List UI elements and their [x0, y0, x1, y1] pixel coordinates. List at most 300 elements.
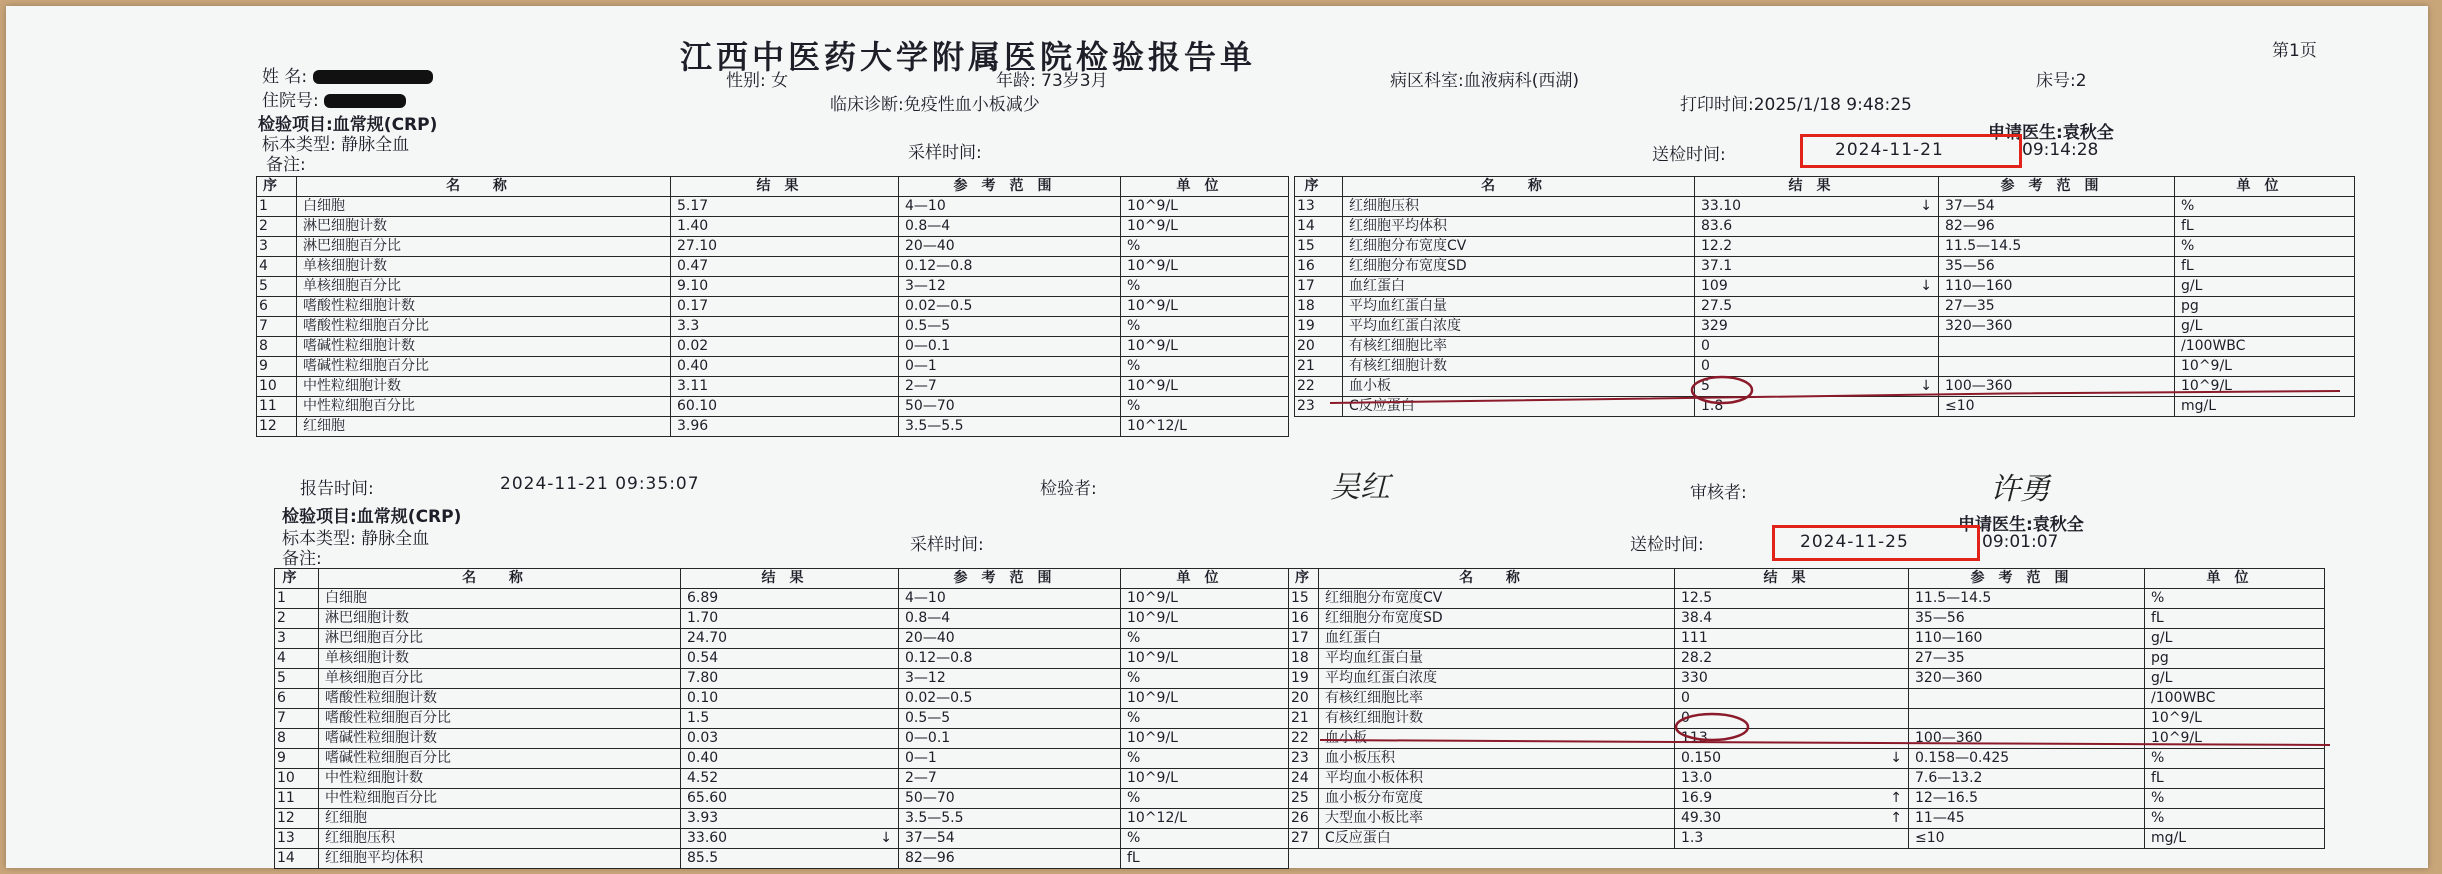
table-row [1289, 829, 2325, 849]
unit-cell [2175, 337, 2355, 357]
test-name-text: 平均血红蛋白浓度 [1325, 670, 1437, 686]
test-name-cell [297, 337, 671, 357]
report1-date-highlight-box [1800, 134, 2022, 168]
seq-text: 10 [259, 378, 277, 394]
unit-cell [1121, 397, 1289, 417]
unit-text: % [1127, 398, 1141, 414]
test-name-cell [319, 609, 681, 629]
test-name-text: 淋巴细胞计数 [303, 218, 387, 234]
col-result: 结果 [681, 569, 899, 589]
seq-text: 6 [259, 298, 268, 314]
result-cell [681, 769, 899, 789]
result-text: 111 [1681, 630, 1708, 646]
reference-range-text: 4—10 [905, 198, 946, 214]
reference-range-text: ≤10 [1945, 398, 1975, 414]
seq-text: 9 [277, 750, 286, 766]
test-name-cell [297, 197, 671, 217]
unit-text: % [1127, 358, 1141, 374]
col-name: 名 称 [319, 569, 681, 589]
unit-cell [1121, 217, 1289, 237]
col-ref: 参考范围 [899, 569, 1121, 589]
unit-text: % [1127, 318, 1141, 334]
result-cell [1695, 357, 1939, 377]
unit-text: % [1127, 750, 1141, 766]
reference-range-text: 110—160 [1915, 630, 1983, 646]
result-text: 3.96 [677, 418, 709, 434]
reference-range-text: ≤10 [1915, 830, 1945, 846]
test-name-cell [1319, 649, 1675, 669]
seq-cell [1295, 237, 1343, 257]
seq-text: 15 [1291, 590, 1309, 606]
result-cell [1675, 729, 1909, 749]
test-name-text: 血红蛋白 [1325, 630, 1381, 646]
unit-cell [2175, 297, 2355, 317]
unit-text: % [2151, 810, 2165, 826]
report1-test-item: 检验项目:血常规(CRP) [258, 115, 438, 135]
test-name-text: 有核红细胞计数 [1325, 710, 1423, 726]
seq-text: 14 [277, 850, 295, 866]
test-name-cell [319, 769, 681, 789]
report2-sent-date: 2024-11-25 [1800, 532, 1909, 552]
reference-range-text: 0.02—0.5 [905, 690, 973, 706]
seq-text: 23 [1291, 750, 1309, 766]
result-text: 85.5 [687, 850, 719, 866]
reference-range-cell [899, 217, 1121, 237]
result-text: 33.60 [687, 830, 728, 846]
seq-cell [257, 417, 297, 437]
reference-range-cell [1939, 297, 2175, 317]
result-cell [681, 789, 899, 809]
test-name-cell [1319, 749, 1675, 769]
col-result: 结果 [1695, 177, 1939, 197]
report1-sent-label: 送检时间: [1652, 145, 1726, 165]
test-name-text: 单核细胞计数 [303, 258, 387, 274]
test-name-text: 嗜碱性粒细胞计数 [325, 730, 437, 746]
unit-text: % [1127, 630, 1141, 646]
test-name-cell [297, 257, 671, 277]
seq-text: 3 [277, 630, 286, 646]
test-name-cell [319, 749, 681, 769]
test-name-cell [319, 589, 681, 609]
unit-cell [1121, 609, 1289, 629]
reference-range-cell [899, 769, 1121, 789]
col-result: 结果 [1675, 569, 1909, 589]
unit-text: fL [2181, 218, 2194, 234]
report1-specimen-type: 标本类型: 静脉全血 [262, 135, 410, 155]
report1-reviewer-signature: 许勇 [1990, 472, 2050, 507]
table-row [275, 609, 1289, 629]
reference-range-cell [1909, 769, 2145, 789]
unit-text: /100WBC [2181, 338, 2246, 354]
abnormal-flag: ↓ [880, 830, 892, 846]
reference-range-cell [899, 649, 1121, 669]
seq-cell [1289, 689, 1319, 709]
seq-cell [275, 729, 319, 749]
unit-cell [2145, 809, 2325, 829]
table-row [257, 217, 1289, 237]
seq-cell [1295, 337, 1343, 357]
table-row [1289, 589, 2325, 609]
table-row [1289, 789, 2325, 809]
unit-cell [2145, 629, 2325, 649]
ward-department: 病区科室:血液病科(西湖) [1390, 71, 1579, 91]
test-name-text: 中性粒细胞计数 [325, 770, 423, 786]
col-result: 结果 [671, 177, 899, 197]
reference-range-text: 11.5—14.5 [1915, 590, 1992, 606]
result-cell [671, 197, 899, 217]
result-cell [1695, 377, 1939, 397]
reference-range-text: 50—70 [905, 398, 955, 414]
test-name-cell [319, 669, 681, 689]
reference-range-text: 50—70 [905, 790, 955, 806]
seq-cell [257, 297, 297, 317]
table-row [275, 629, 1289, 649]
table-row [1295, 257, 2355, 277]
report1-report-time-label: 报告时间: [300, 479, 374, 499]
table-row [1295, 397, 2355, 417]
test-name-cell [297, 297, 671, 317]
unit-cell [1121, 709, 1289, 729]
reference-range-text: 37—54 [905, 830, 955, 846]
result-cell [681, 649, 899, 669]
result-cell [681, 589, 899, 609]
reference-range-text: 3—12 [905, 670, 946, 686]
seq-cell [275, 709, 319, 729]
unit-cell [1121, 849, 1289, 869]
col-seq: 序 [257, 177, 297, 197]
result-text: 1.5 [687, 710, 710, 726]
unit-cell [1121, 689, 1289, 709]
seq-text: 12 [259, 418, 277, 434]
reference-range-cell [1909, 589, 2145, 609]
result-cell [1675, 589, 1909, 609]
unit-text: % [2151, 790, 2165, 806]
reference-range-text: 0.8—4 [905, 610, 951, 626]
seq-cell [275, 629, 319, 649]
clinical-diagnosis: 临床诊断:免疫性血小板减少 [830, 95, 1040, 115]
result-cell [1695, 257, 1939, 277]
reference-range-cell [1939, 397, 2175, 417]
unit-text: fL [2151, 770, 2164, 786]
result-cell [1675, 749, 1909, 769]
seq-text: 14 [1297, 218, 1315, 234]
result-text: 1.3 [1681, 830, 1704, 846]
result-text: 0 [1681, 690, 1690, 706]
reference-range-text: 0—0.1 [905, 730, 951, 746]
reference-range-cell [899, 417, 1121, 437]
unit-cell [1121, 197, 1289, 217]
unit-text: % [2181, 238, 2195, 254]
test-name-text: 血小板压积 [1325, 750, 1395, 766]
report2-sent-time: 09:01:07 [1982, 532, 2059, 552]
unit-text: 10^9/L [1127, 218, 1178, 234]
test-name-text: 嗜碱性粒细胞计数 [303, 338, 415, 354]
result-text: 0.47 [677, 258, 709, 274]
seq-cell [1289, 749, 1319, 769]
col-seq: 序 [1289, 569, 1319, 589]
result-text: 27.5 [1701, 298, 1733, 314]
report1-tester-label: 检验者: [1040, 479, 1097, 499]
table-row [257, 257, 1289, 277]
table-row [275, 589, 1289, 609]
hospital-title: 江西中医药大学附属医院检验报告单 [680, 38, 1257, 76]
test-name-text: 嗜碱性粒细胞百分比 [325, 750, 451, 766]
result-cell [1695, 397, 1939, 417]
reference-range-text: 0—0.1 [905, 338, 951, 354]
seq-cell [275, 609, 319, 629]
unit-text: fL [2151, 610, 2164, 626]
test-name-cell [1343, 357, 1695, 377]
reference-range-text: 82—96 [905, 850, 955, 866]
test-name-text: 中性粒细胞百分比 [325, 790, 437, 806]
test-name-cell [1343, 377, 1695, 397]
reference-range-cell [899, 297, 1121, 317]
seq-text: 8 [259, 338, 268, 354]
seq-text: 5 [277, 670, 286, 686]
unit-cell [1121, 789, 1289, 809]
unit-cell [1121, 629, 1289, 649]
result-cell [681, 729, 899, 749]
result-cell [671, 257, 899, 277]
table-row [1295, 297, 2355, 317]
abnormal-flag: ↓ [1890, 750, 1902, 766]
unit-text: % [1127, 830, 1141, 846]
unit-text: mg/L [2181, 398, 2217, 414]
seq-cell [257, 377, 297, 397]
report2-test-item: 检验项目:血常规(CRP) [282, 507, 462, 527]
table-row [275, 669, 1289, 689]
seq-cell [1289, 769, 1319, 789]
test-name-text: C反应蛋白 [1325, 830, 1391, 846]
reference-range-cell [899, 317, 1121, 337]
result-text: 5 [1701, 378, 1710, 394]
test-name-text: 有核红细胞比率 [1349, 338, 1447, 354]
seq-cell [1295, 297, 1343, 317]
table-row [257, 377, 1289, 397]
table-row [1295, 277, 2355, 297]
test-name-text: 血小板 [1349, 378, 1391, 394]
test-name-text: C反应蛋白 [1349, 398, 1415, 414]
test-name-cell [1343, 257, 1695, 277]
result-text: 12.5 [1681, 590, 1713, 606]
test-name-text: 血小板 [1325, 730, 1367, 746]
unit-text: % [2151, 590, 2165, 606]
seq-text: 19 [1291, 670, 1309, 686]
reference-range-text: 11.5—14.5 [1945, 238, 2022, 254]
reference-range-cell [1909, 789, 2145, 809]
result-cell [1675, 709, 1909, 729]
report1-right-table [1294, 176, 2355, 417]
seq-cell [1289, 649, 1319, 669]
report2-sent-label: 送检时间: [1630, 535, 1704, 555]
test-name-text: 有核红细胞计数 [1349, 358, 1447, 374]
test-name-text: 红细胞分布宽度CV [1349, 238, 1467, 254]
unit-cell [2175, 217, 2355, 237]
unit-cell [1121, 749, 1289, 769]
test-name-text: 平均血小板体积 [1325, 770, 1423, 786]
table-row [1289, 669, 2325, 689]
reference-range-cell [1909, 649, 2145, 669]
reference-range-text: 37—54 [1945, 198, 1995, 214]
report1-left-table [256, 176, 1289, 437]
result-text: 65.60 [687, 790, 728, 806]
unit-cell [2145, 609, 2325, 629]
seq-cell [1295, 257, 1343, 277]
reference-range-text: 11—45 [1915, 810, 1965, 826]
result-text: 0.150 [1681, 750, 1722, 766]
table-row [1289, 749, 2325, 769]
test-name-text: 红细胞压积 [325, 830, 395, 846]
seq-cell [257, 397, 297, 417]
table-row [257, 197, 1289, 217]
unit-text: 10^9/L [1127, 610, 1178, 626]
result-cell [1675, 809, 1909, 829]
reference-range-cell [1909, 809, 2145, 829]
reference-range-text: 20—40 [905, 238, 955, 254]
reference-range-cell [899, 629, 1121, 649]
unit-text: 10^9/L [2181, 358, 2232, 374]
table-row [1289, 629, 2325, 649]
result-text: 329 [1701, 318, 1728, 334]
result-text: 27.10 [677, 238, 718, 254]
reference-range-cell [899, 257, 1121, 277]
seq-cell [1289, 629, 1319, 649]
unit-cell [1121, 337, 1289, 357]
result-cell [1695, 297, 1939, 317]
seq-cell [275, 849, 319, 869]
reference-range-text: 0.5—5 [905, 318, 951, 334]
reference-range-cell [899, 237, 1121, 257]
table-row [257, 237, 1289, 257]
test-name-cell [1319, 689, 1675, 709]
reference-range-cell [1939, 277, 2175, 297]
report2-remark: 备注: [282, 549, 322, 569]
report1-tester-signature: 吴红 [1330, 470, 1390, 505]
bed-number: 床号:2 [2036, 71, 2087, 91]
reference-range-text: 2—7 [905, 378, 937, 394]
result-text: 0.54 [687, 650, 719, 666]
abnormal-flag: ↑ [1890, 810, 1902, 826]
reference-range-cell [1909, 729, 2145, 749]
unit-cell [2145, 669, 2325, 689]
seq-text: 1 [277, 590, 286, 606]
result-cell [1675, 609, 1909, 629]
reference-range-text: 110—160 [1945, 278, 2013, 294]
result-text: 38.4 [1681, 610, 1713, 626]
test-name-text: 中性粒细胞百分比 [303, 398, 415, 414]
unit-cell [2175, 237, 2355, 257]
test-name-text: 红细胞 [325, 810, 367, 826]
seq-cell [1295, 277, 1343, 297]
unit-cell [1121, 357, 1289, 377]
seq-cell [257, 277, 297, 297]
reference-range-cell [899, 357, 1121, 377]
seq-cell [257, 337, 297, 357]
unit-cell [2175, 277, 2355, 297]
unit-text: 10^9/L [1127, 198, 1178, 214]
seq-cell [1295, 397, 1343, 417]
seq-cell [1295, 357, 1343, 377]
test-name-text: 嗜碱性粒细胞百分比 [303, 358, 429, 374]
unit-text: 10^9/L [1127, 378, 1178, 394]
result-cell [681, 629, 899, 649]
test-name-cell [1319, 809, 1675, 829]
test-name-text: 大型血小板比率 [1325, 810, 1423, 826]
seq-text: 7 [277, 710, 286, 726]
col-unit: 单位 [2175, 177, 2355, 197]
test-name-text: 红细胞平均体积 [325, 850, 423, 866]
reference-range-text: 0.158—0.425 [1915, 750, 2010, 766]
result-text: 28.2 [1681, 650, 1713, 666]
seq-cell [1289, 829, 1319, 849]
unit-cell [1121, 829, 1289, 849]
seq-cell [275, 649, 319, 669]
reference-range-text: 3.5—5.5 [905, 810, 964, 826]
seq-text: 8 [277, 730, 286, 746]
test-name-cell [1319, 729, 1675, 749]
test-name-text: 嗜酸性粒细胞计数 [303, 298, 415, 314]
report2-date-highlight-box [1772, 525, 1980, 561]
result-cell [681, 809, 899, 829]
abnormal-flag: ↓ [1920, 378, 1932, 394]
test-name-cell [1319, 589, 1675, 609]
test-name-cell [297, 377, 671, 397]
test-name-cell [1319, 829, 1675, 849]
table-row [1289, 689, 2325, 709]
reference-range-cell [1939, 237, 2175, 257]
reference-range-cell [1909, 609, 2145, 629]
report1-sampling-time: 采样时间: [908, 143, 982, 163]
unit-text: 10^9/L [1127, 590, 1178, 606]
reference-range-cell [1939, 337, 2175, 357]
seq-cell [1295, 197, 1343, 217]
test-name-cell [319, 809, 681, 829]
reference-range-text: 320—360 [1915, 670, 1983, 686]
test-name-text: 有核红细胞比率 [1325, 690, 1423, 706]
reference-range-cell [1939, 357, 2175, 377]
report2-right-table [1288, 568, 2325, 849]
seq-text: 27 [1291, 830, 1309, 846]
abnormal-flag: ↑ [1890, 790, 1902, 806]
unit-cell [2145, 729, 2325, 749]
result-text: 16.9 [1681, 790, 1713, 806]
unit-text: 10^9/L [2151, 730, 2202, 746]
seq-cell [257, 357, 297, 377]
reference-range-cell [1909, 709, 2145, 729]
col-seq: 序 [1295, 177, 1343, 197]
seq-text: 11 [277, 790, 295, 806]
test-name-text: 平均血红蛋白量 [1325, 650, 1423, 666]
result-cell [1675, 789, 1909, 809]
unit-text: pg [2181, 298, 2199, 314]
result-text: 0.02 [677, 338, 709, 354]
result-text: 0 [1681, 710, 1690, 726]
result-text: 1.70 [687, 610, 719, 626]
seq-text: 4 [277, 650, 286, 666]
result-cell [681, 829, 899, 849]
test-name-text: 白细胞 [303, 198, 345, 214]
report1-requesting-doctor: 申请医生:袁秋全 [1988, 123, 2114, 143]
table-row [1295, 377, 2355, 397]
result-text: 37.1 [1701, 258, 1733, 274]
reference-range-cell [899, 789, 1121, 809]
result-cell [1675, 689, 1909, 709]
unit-text: 10^9/L [1127, 258, 1178, 274]
report1-report-time: 2024-11-21 09:35:07 [500, 474, 700, 494]
unit-cell [2145, 749, 2325, 769]
seq-cell [1295, 317, 1343, 337]
table-row [1295, 197, 2355, 217]
